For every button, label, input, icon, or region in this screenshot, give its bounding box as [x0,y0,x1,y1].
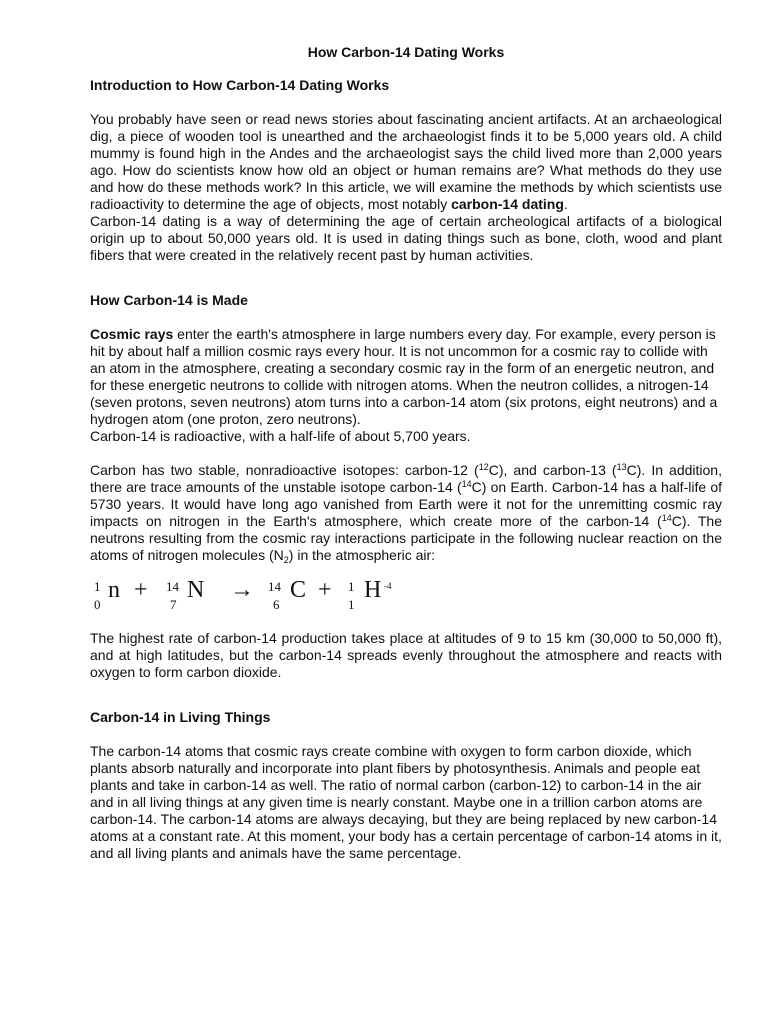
document-title: How Carbon-14 Dating Works [307,44,505,60]
intro-p1-end: . [563,196,568,212]
mass-14-b: 14 [661,513,672,523]
carbon-symbol: C [290,577,307,603]
nuclear-equation [90,570,722,618]
p2-a: Carbon has two stable, nonradioactive isotopes: carbon-12 ( [90,462,479,478]
made-paragraph-3: The highest rate of carbon-14 production takes place at altitudes of 9 to 15 km (30,000 to 50,000 ft), and at high latitudes, but the carbon-14 spreads evenly throughout the atmosphere and reacts with oxygen to form carbon dioxide. [90,630,722,680]
reaction-arrow: → [230,577,254,603]
made-paragraph-1-last: Carbon-14 is radioactive, with a half-life of about 5,700 years. [90,428,471,444]
living-paragraph-1: The carbon-14 atoms that cosmic rays create combine with oxygen to form carbon dioxide, which plants absorb naturally and incorporate into plant fibers by photosynthesis. Animals and people eat plants and take in carbon-14 as well. The ratio of normal carbon (carbon-12) to carbon-14 in the air and in all living things at any given time is nearly constant. Maybe one in a trillion carbon atoms are carbon-14. The carbon-14 atoms are always decaying, but they are being replaced by new carbon-14 atoms at a constant rate. At this moment, your body has a certain percentage of carbon-14 atoms in it, and all living plants and animals have the same percentage. [90,743,722,861]
carbon-mass: 14 [268,579,281,594]
neutron-mass: 1 [94,579,101,594]
p2-b: C), and carbon-13 ( [488,462,617,478]
nitrogen-charge: 7 [170,597,177,612]
intro-paragraph-1 [90,111,722,213]
made-p1-bold: Cosmic rays [90,326,174,342]
p2-d: C) on Earth. Carbon-14 has a half-life of 5730 years. It would have long ago vanished from Earth were it not for the unremitting cosmic ray impacts on nitrogen in the Earth's atmosphere, which create more of the carbon-14 ( [90,479,722,529]
neutron-charge: 0 [94,597,101,612]
neutron-symbol: n [108,577,120,603]
hydrogen-mark: -4 [384,581,392,591]
plus-sign-1: + [134,577,148,603]
mass-13: 13 [616,462,627,472]
nitrogen-symbol: N [187,577,205,603]
p2-e: C). The neutrons resulting from the cosmic ray interactions participate in the following nuclear reaction on the atoms of nitrogen molecules (N [90,513,722,563]
intro-p1-text: You probably have seen or read news stories about fascinating ancient artifacts. At an archaeological dig, a piece of wooden tool is unearthed and the archaeologist finds it to be 5,000 years old. A child mummy is found high in the Andes and the archaeologist says the child lived more than 2,000 years ago. How do scientists know how old an object or human remains are? What methods do they use and how do these methods work? In this article, we will examine the methods by which scientists use radioactivity to determine the age of objects, most notably [90,111,722,212]
made-heading: How Carbon-14 is Made [90,292,248,308]
intro-paragraph-2: Carbon-14 dating is a way of determining the age of certain archeological artifacts of a biological origin up to about 50,000 years old. It is used in dating things such as bone, cloth, wood and plant fibers that were created in the relatively recent past by human activities. [90,213,722,263]
subscript-2: 2 [283,555,289,565]
hydrogen-mass: 1 [348,579,355,594]
hydrogen-charge: 1 [348,597,355,612]
mass-12: 12 [478,462,489,472]
living-heading: Carbon-14 in Living Things [90,709,271,725]
nitrogen-mass: 14 [166,579,179,594]
plus-sign-2: + [318,577,332,603]
mass-14: 14 [461,479,472,489]
carbon-charge: 6 [273,597,280,612]
made-p1-text: enter the earth's atmosphere in large numbers every day. For example, every person is hit by about half a million cosmic rays every hour. It is not uncommon for a cosmic ray to collide with an atom in the atmosphere, creating a secondary cosmic ray in the form of an energetic neutron, and for these energetic neutrons to collide with nitrogen atoms. When the neutron collides, a nitrogen-14 (seven protons, seven neutrons) atom turns into a carbon-14 atom (six protons, eight neutrons) and a hydrogen atom (one proton, zero neutrons). [90,326,718,427]
made-paragraph-1 [90,326,722,428]
p2-f: ) in the atmospheric air: [288,547,436,563]
intro-p1-bold: carbon-14 dating [451,196,564,212]
intro-heading: Introduction to How Carbon-14 Dating Works [90,77,390,93]
made-paragraph-2 [90,462,722,564]
p2-c: C). In addition, there are trace amounts of the unstable isotope carbon-14 ( [90,462,722,495]
hydrogen-symbol: H [364,577,382,603]
document-page [90,44,722,862]
